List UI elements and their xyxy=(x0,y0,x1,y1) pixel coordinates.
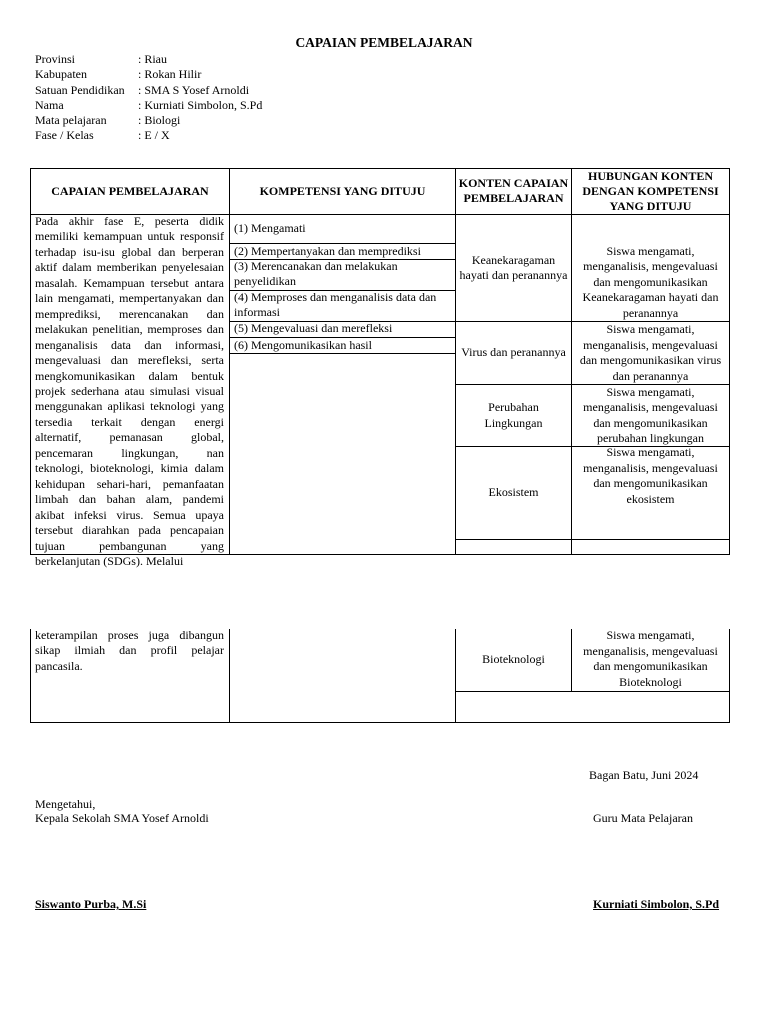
kompetensi-item: (2) Mempertanyakan dan memprediksi xyxy=(234,244,421,258)
hubungan-cell: Siswa mengamati, menganalisis, mengevaluasi dan mengomunikasikan Bioteknologi xyxy=(583,628,718,689)
info-label: Mata pelajaran xyxy=(35,113,107,128)
kompetensi-item: (4) Memproses dan menganalisis data dan informasi xyxy=(234,290,437,319)
konten-cell: Virus dan peranannya xyxy=(461,345,566,360)
header-kompetensi: KOMPETENSI YANG DITUJU xyxy=(259,184,426,198)
mengetahui-label: Mengetahui, xyxy=(35,797,96,811)
info-row-nama xyxy=(35,98,262,113)
table-border xyxy=(455,691,730,692)
hubungan-cell: Siswa mengamati, menganalisis, mengevaluasi dan mengomunikasikan virus dan peranannya xyxy=(579,322,722,383)
info-value: : Kurniati Simbolon, S.Pd xyxy=(138,97,263,112)
document-title: CAPAIAN PEMBELAJARAN xyxy=(295,35,473,50)
table-border xyxy=(729,629,730,723)
info-value: : E / X xyxy=(138,128,170,143)
table-border xyxy=(30,722,730,723)
table-border xyxy=(229,629,230,723)
table-border xyxy=(571,168,572,555)
hubungan-cell: Siswa mengamati, menganalisis, mengevaluasi dan mengomunikasikan perubahan lingkungan xyxy=(583,384,718,445)
table-border xyxy=(229,168,230,555)
kompetensi-item: (6) Mengomunikasikan hasil xyxy=(234,338,372,352)
konten-cell: Perubahan Lingkungan xyxy=(484,400,543,430)
table-border xyxy=(30,629,31,723)
header-konten: KONTEN CAPAIAN PEMBELAJARAN xyxy=(458,176,569,205)
konten-cell: Ekosistem xyxy=(488,485,539,500)
hubungan-cell: Siswa mengamati, menganalisis, mengevaluasi dan mengomunikasikan ekosistem xyxy=(583,445,718,506)
info-value: : Riau xyxy=(138,52,167,66)
kompetensi-item: (3) Merencanakan dan melakukan penyelidikan xyxy=(234,259,398,288)
kompetensi-item: (5) Mengevaluasi dan merefleksi xyxy=(234,321,393,335)
info-label: Fase / Kelas xyxy=(35,128,94,143)
info-label: Provinsi xyxy=(35,52,76,66)
hubungan-cell: Siswa mengamati, menganalisis, mengevaluasi dan mengomunikasikan Keanekaragaman hayati dan peranannya xyxy=(582,243,719,320)
info-value: : Rokan Hilir xyxy=(138,67,202,82)
header-capaian-pembelajaran: CAPAIAN PEMBELAJARAN xyxy=(51,184,209,198)
info-value: : Biologi xyxy=(138,113,181,128)
info-label: Satuan Pendidikan xyxy=(35,82,125,97)
info-value: : SMA S Yosef Arnoldi xyxy=(138,82,250,97)
info-row-provinsi xyxy=(35,52,262,67)
table-border xyxy=(229,353,455,354)
info-label: Kabupaten xyxy=(35,67,87,82)
table-border xyxy=(571,629,572,692)
place-date: Bagan Batu, Juni 2024 xyxy=(589,768,699,782)
teacher-name: Kurniati Simbolon, S.Pd xyxy=(593,897,720,911)
info-row-mata-pelajaran xyxy=(35,113,262,128)
konten-cell: Keanekaragaman hayati dan peranannya xyxy=(459,252,568,282)
kompetensi-item: (1) Mengamati xyxy=(234,221,306,235)
info-row-satuan-pendidikan xyxy=(35,83,262,98)
table-border xyxy=(729,168,730,555)
konten-cell: Bioteknologi xyxy=(482,652,545,667)
header-hubungan: HUBUNGAN KONTEN DENGAN KOMPETENSI YANG DITUJU xyxy=(582,168,719,213)
teacher-title: Guru Mata Pelajaran xyxy=(593,811,693,825)
capaian-text-continued: keterampilan proses juga dibangun sikap ilmiah dan profil pelajar pancasila. xyxy=(35,628,224,673)
principal-title: Kepala Sekolah SMA Yosef Arnoldi xyxy=(35,811,209,825)
info-row-fase-kelas xyxy=(35,128,262,143)
info-row-kabupaten xyxy=(35,67,262,82)
table-border xyxy=(455,539,730,540)
capaian-text: Pada akhir fase E, peserta didik memiliki kemampuan untuk responsif terhadap isu-isu global dan berperan aktif dalam memberikan penyelesaian masalah. Kemampuan tersebut antara lain mengamati, mempertanyakan dan memprediksi, merencanakan dan melakukan penelitian, memproses dan menganalisis data dan informasi, mengevaluasi dan merefleksi, serta mengkomunikasikan dalam bentuk projek sederhana atau simulasi visual menggunakan aplikasi teknologi yang tersedia terkait dengan energi alternatif, pemanasan global, pencemaran lingkungan, nan teknologi, bioteknologi, kimia dalam kehidupan sehari-hari, pemanfaatan limbah dan bahan alam, pandemi akibat infeksi virus. Semua upaya tersebut diarahkan pada pencapaian tujuan pembangunan yang berkelanjutan (SDGs). Melalui xyxy=(35,214,224,568)
principal-name: Siswanto Purba, M.Si xyxy=(35,897,147,911)
identity-block xyxy=(35,52,262,144)
info-label: Nama xyxy=(35,97,64,112)
table-border xyxy=(30,168,31,555)
